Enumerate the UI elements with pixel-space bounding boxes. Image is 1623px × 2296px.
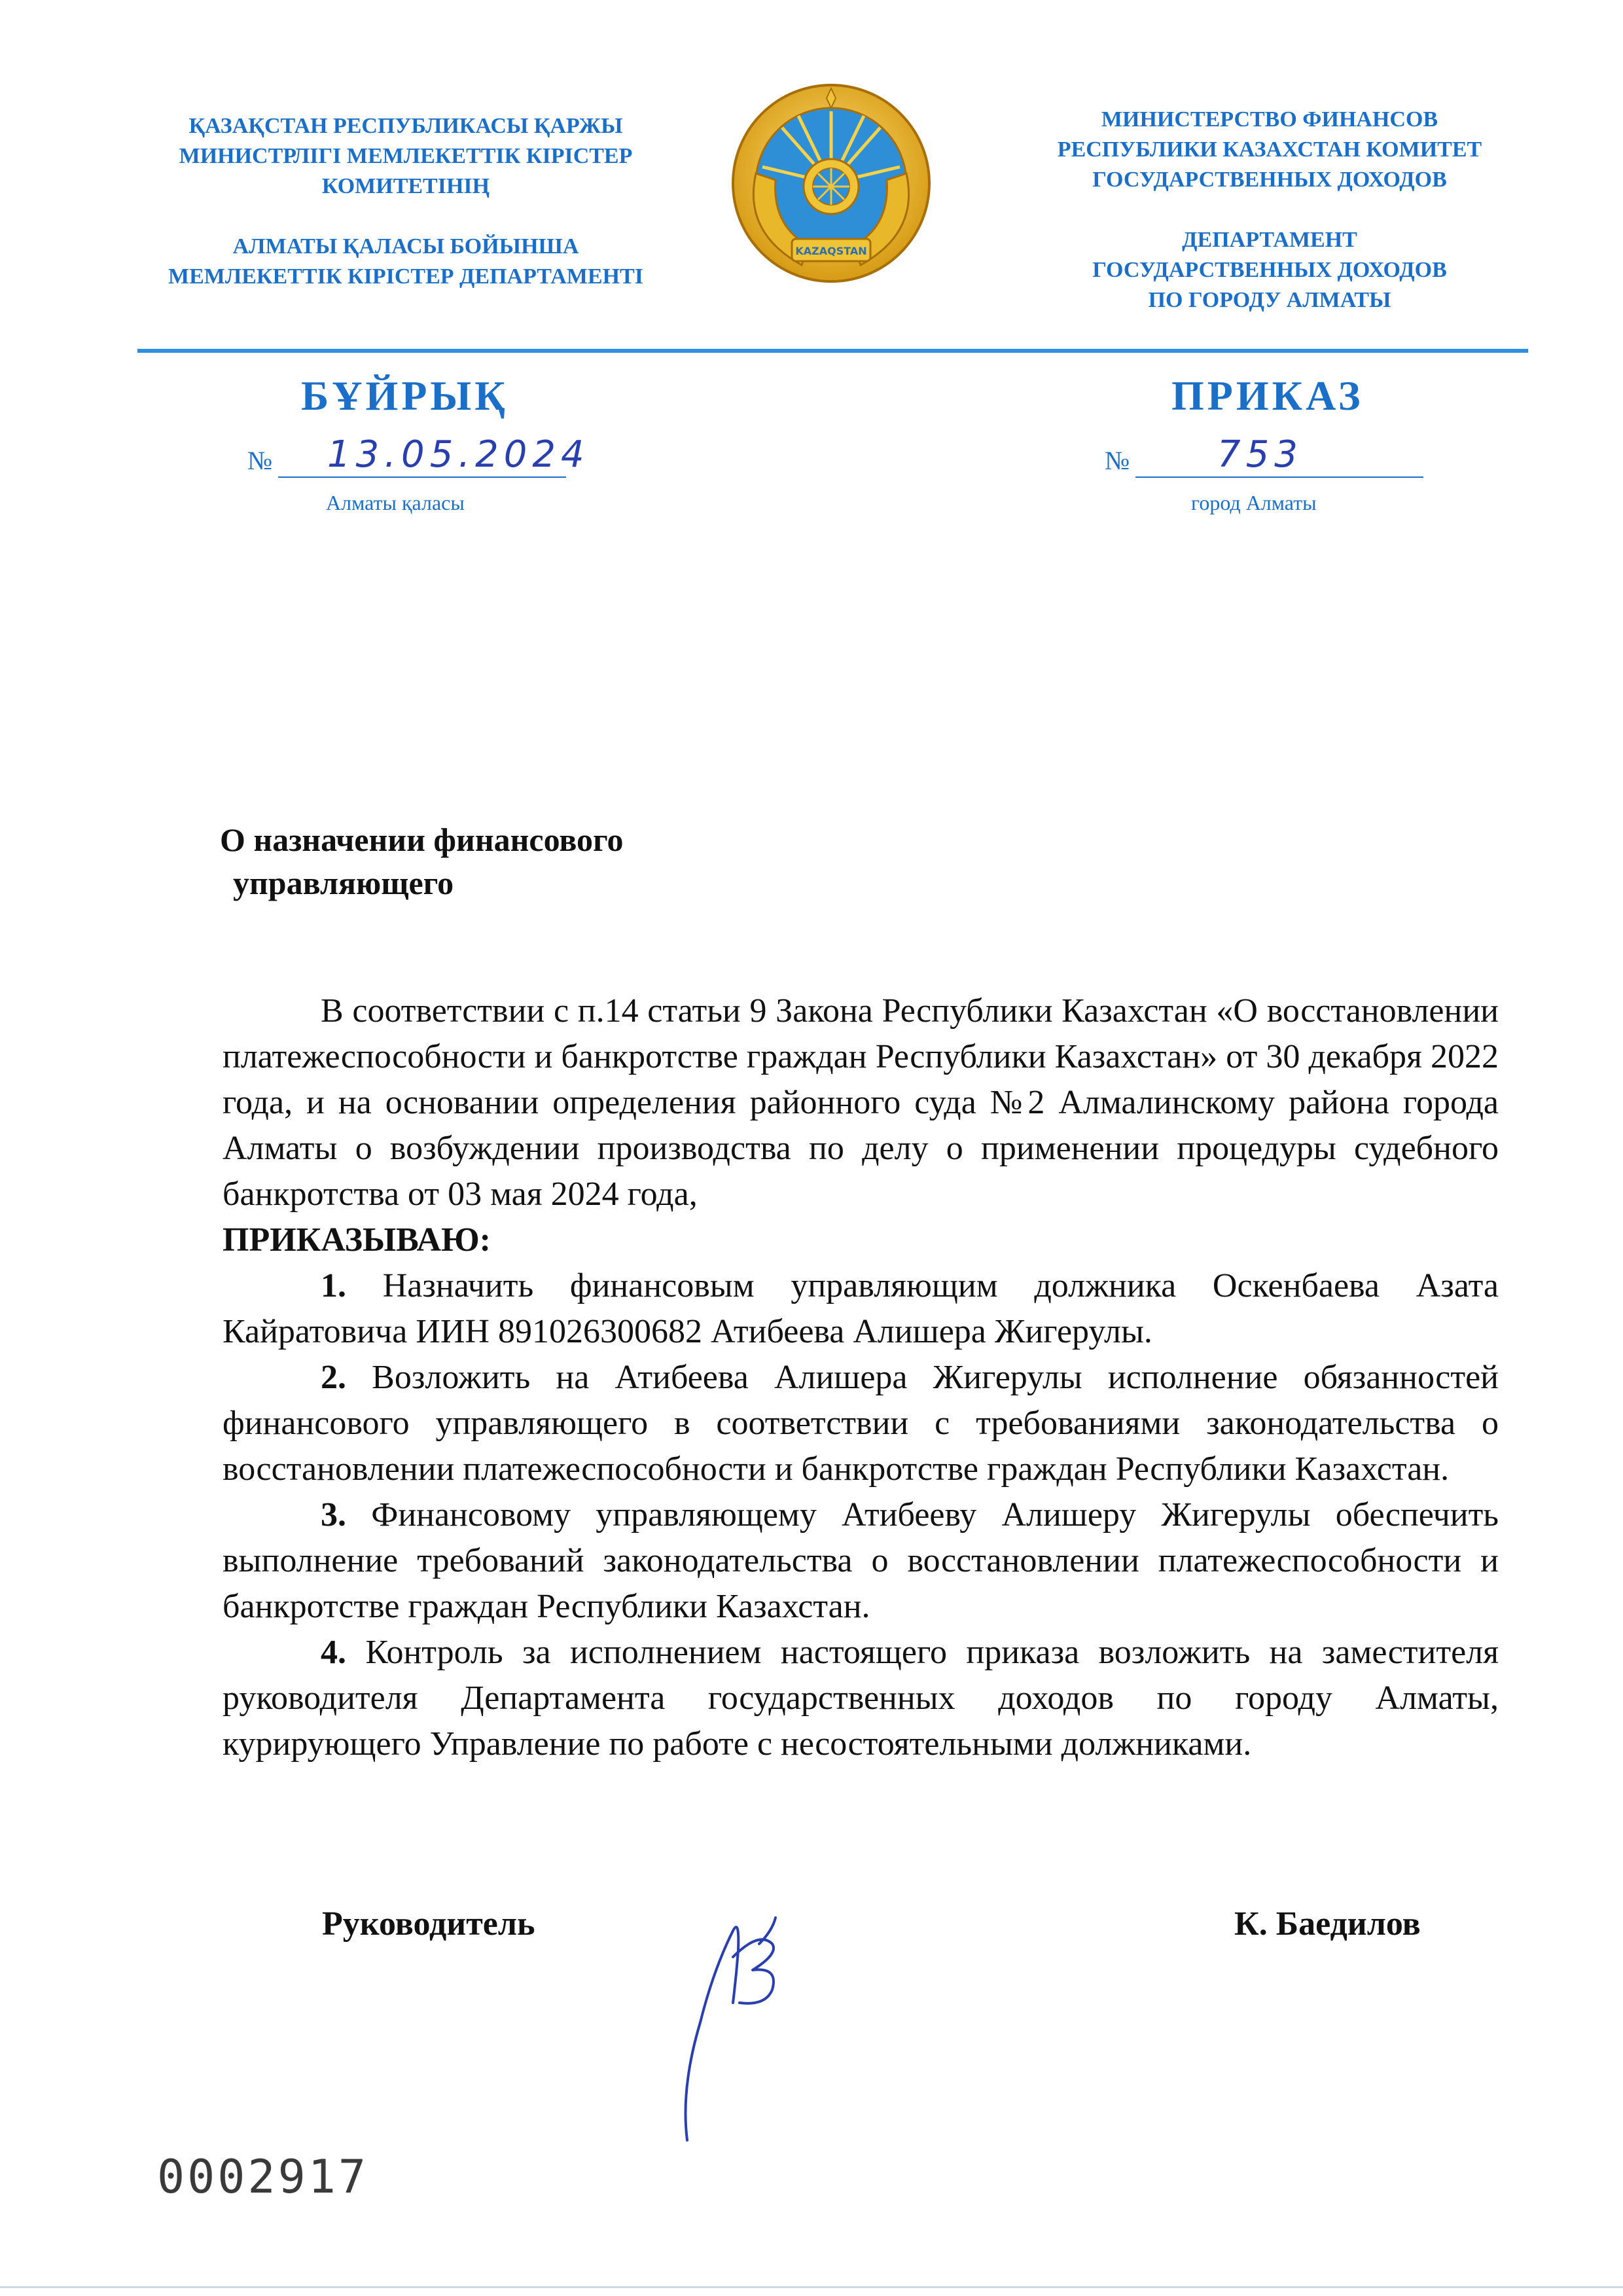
header-right-line: МИНИСТЕРСТВО ФИНАНСОВ <box>1101 107 1438 132</box>
item-text: Назначить финансовым управляющим должника Оскенбаева Азата Кайратовича ИИН 891026300682 Атибеева Алишера Жигерулы. <box>223 1267 1499 1350</box>
order-number-handwritten: 753 <box>1217 433 1303 476</box>
item-text: Контроль за исполнением настоящего приказа возложить на заместителя руководителя Департамента государственных доходов по городу Алматы, курирующего Управление по работе с несостоятельными должниками. <box>223 1634 1499 1763</box>
serial-number: 0002917 <box>157 2150 369 2204</box>
list-item <box>223 1355 1499 1492</box>
header-left-line: АЛМАТЫ ҚАЛАСЫ БОЙЫНША <box>232 234 579 259</box>
header-left-line: МИНИСТРЛІГІ МЕМЛЕКЕТТІК КІРІСТЕР <box>179 144 633 168</box>
item-number: 1. <box>321 1267 346 1304</box>
header-left-line: ҚАЗАҚСТАН РЕСПУБЛИКАСЫ ҚАРЖЫ <box>188 114 623 138</box>
header-right-russian <box>1001 105 1538 315</box>
handwritten-signature-icon <box>661 1892 831 2153</box>
scan-edge-line <box>0 2286 1623 2288</box>
number-underline-left <box>278 476 566 478</box>
item-text: Возложить на Атибеева Алишера Жигерулы исполнение обязанностей финансового управляющего в соответствии с требованиями законодательства о восстановлении платежеспособности и банкротстве граждан Республики Казахстан. <box>223 1359 1499 1488</box>
document-title <box>220 818 624 905</box>
item-number: 2. <box>321 1359 346 1396</box>
doc-type-kazakh: БҰЙРЫҚ <box>301 372 508 419</box>
header-right-line: ДЕПАРТАМЕНТ <box>1182 228 1357 252</box>
title-line: управляющего <box>233 865 454 901</box>
number-underline-right <box>1135 476 1423 478</box>
signatory-role: Руководитель <box>322 1905 535 1943</box>
list-item <box>223 1263 1499 1355</box>
number-sign-right: № <box>1105 446 1130 475</box>
preamble-paragraph: В соответствии с п.14 статьи 9 Закона Республики Казахстан «О восстановлении платежеспособности и банкротстве граждан Республики Казахстан» от 30 декабря 2022 года, и на основании определения районного суда №2 Алмалинскому района города Алматы о возбуждении производства по делу о применении процедуры судебного банкротства от 03 мая 2024 года, <box>223 992 1499 1213</box>
header-right-line: ГОСУДАРСТВЕННЫХ ДОХОДОВ <box>1092 168 1447 192</box>
header-left-line: МЕМЛЕКЕТТІК КІРІСТЕР ДЕПАРТАМЕНТІ <box>168 264 643 289</box>
header-right-line: ГОСУДАРСТВЕННЫХ ДОХОДОВ <box>1092 258 1447 282</box>
command-heading: ПРИКАЗЫВАЮ: <box>223 1221 491 1259</box>
doc-type-russian: ПРИКАЗ <box>1171 372 1364 419</box>
item-number: 3. <box>321 1496 346 1534</box>
title-line: О назначении финансового <box>220 821 624 858</box>
header-right-line: ПО ГОРОДУ АЛМАТЫ <box>1148 288 1391 312</box>
list-item <box>223 1630 1499 1767</box>
header-right-line: РЕСПУБЛИКИ КАЗАХСТАН КОМИТЕТ <box>1057 137 1482 162</box>
list-item <box>223 1492 1499 1630</box>
signatory-name: К. Баедилов <box>1234 1905 1421 1943</box>
number-sign-left: № <box>247 446 273 475</box>
item-number: 4. <box>321 1634 346 1671</box>
order-date-handwritten: 13.05.2024 <box>327 433 590 476</box>
city-kazakh: Алматы қаласы <box>326 491 465 514</box>
document-body <box>223 988 1499 1767</box>
city-russian: город Алматы <box>1191 491 1317 514</box>
item-text: Финансовому управляющему Атибееву Алишеру Жигерулы обеспечить выполнение требований законодательства о восстановлении платежеспособности и банкротстве граждан Республики Казахстан. <box>223 1496 1499 1625</box>
header-left-line: КОМИТЕТІНІҢ <box>321 174 490 198</box>
state-emblem-icon <box>730 75 933 291</box>
header-divider <box>137 349 1528 353</box>
header-left-kazakh <box>118 111 694 292</box>
emblem-text: KAZAQSTAN <box>795 245 867 257</box>
